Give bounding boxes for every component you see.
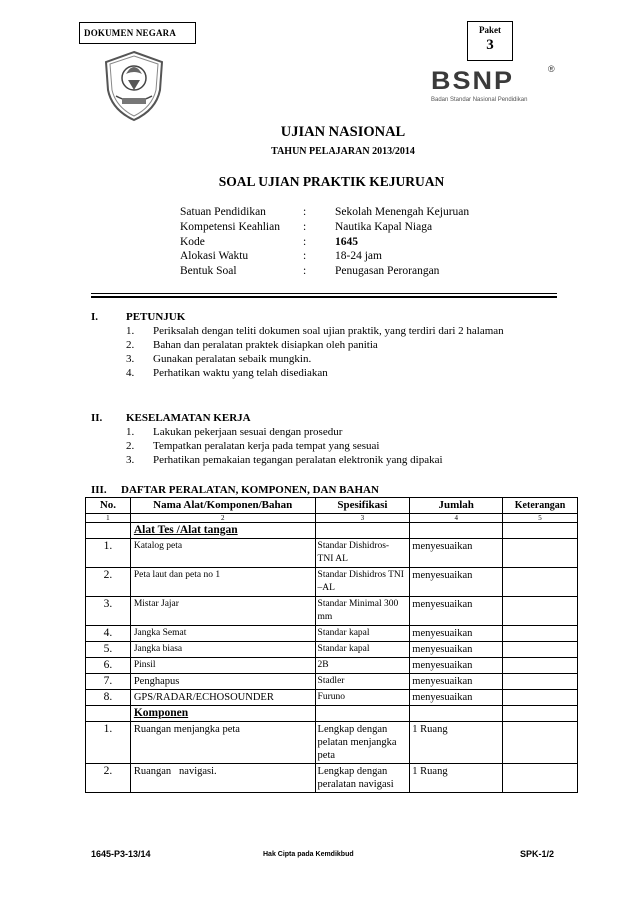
cell-empty	[410, 706, 503, 722]
section-heading	[91, 483, 561, 497]
cell-no: 8.	[86, 690, 131, 706]
footer-page: SPK-1/2	[520, 849, 555, 859]
info-row	[180, 264, 535, 279]
cell-jumlah: menyesuaikan	[410, 674, 503, 690]
cell-empty	[410, 523, 503, 539]
cell-nama: Peta laut dan peta no 1	[130, 568, 315, 597]
list-item	[91, 324, 561, 338]
table-row	[86, 597, 578, 626]
table-header-row	[86, 498, 578, 514]
list-item	[91, 453, 561, 467]
cell-keterangan	[503, 539, 578, 568]
instruction-list	[91, 324, 561, 380]
info-value: Nautika Kapal Niaga	[335, 220, 433, 233]
cell-jumlah: menyesuaikan	[410, 690, 503, 706]
section-number: II.	[91, 412, 103, 424]
exam-info	[180, 205, 535, 279]
category-row	[86, 523, 578, 539]
info-colon: :	[303, 206, 307, 218]
cell-jumlah: menyesuaikan	[410, 539, 503, 568]
item-text: Perhatikan waktu yang telah disediakan	[153, 367, 328, 379]
dokumen-negara-label: DOKUMEN NEGARA	[79, 22, 196, 44]
info-colon: :	[303, 220, 307, 233]
info-colon: :	[303, 235, 307, 248]
category-alat: Alat Tes /Alat tangan	[130, 523, 315, 539]
table-row	[86, 658, 578, 674]
cell-keterangan	[503, 764, 578, 793]
list-item	[91, 338, 561, 352]
column-number-row	[86, 514, 578, 523]
item-text: Bahan dan peralatan praktek disiapkan oleh panitia	[153, 339, 378, 351]
col-number: 4	[410, 514, 503, 523]
cell-no: 1.	[86, 539, 131, 568]
category-row	[86, 706, 578, 722]
section-keselamatan-kerja	[91, 411, 561, 467]
info-value: 18-24 jam	[335, 250, 382, 263]
cell-empty	[315, 706, 410, 722]
cell-keterangan	[503, 597, 578, 626]
item-text: Gunakan peralatan sebaik mungkin.	[153, 353, 312, 365]
cell-keterangan	[503, 626, 578, 642]
cell-jumlah: 1 Ruang	[410, 764, 503, 793]
cell-spesifikasi: Standar Dishidros TNI –AL	[315, 568, 410, 597]
cell-nama: Penghapus	[130, 674, 315, 690]
cell-keterangan	[503, 674, 578, 690]
paket-label: Paket	[479, 25, 501, 35]
info-key: Kompetensi Keahlian	[180, 220, 280, 233]
cell-spesifikasi: Lengkap dengan pelatan menjangka peta	[315, 722, 410, 764]
cell-keterangan	[503, 568, 578, 597]
item-text: Perhatikan pemakaian tegangan peralatan elektronik yang dipakai	[153, 454, 443, 466]
cell-empty	[315, 523, 410, 539]
section-number: I.	[91, 311, 99, 323]
cell-keterangan	[503, 658, 578, 674]
cell-no: 2.	[86, 764, 131, 793]
cell-jumlah: menyesuaikan	[410, 642, 503, 658]
cell-spesifikasi: Standar Dishidros-TNI AL	[315, 539, 410, 568]
section-heading	[91, 411, 561, 425]
cell-nama: Jangka Semat	[130, 626, 315, 642]
footer-copyright: Hak Cipta pada Kemdikbud	[263, 851, 354, 858]
col-header-no: No.	[86, 498, 131, 514]
cell-jumlah: menyesuaikan	[410, 658, 503, 674]
category-komponen: Komponen	[130, 706, 315, 722]
section-number: III.	[91, 484, 107, 496]
item-number: 2.	[126, 339, 135, 351]
cell-empty	[503, 523, 578, 539]
col-number: 3	[315, 514, 410, 523]
cell-keterangan	[503, 690, 578, 706]
divider	[91, 293, 557, 294]
item-text: Periksalah dengan teliti dokumen soal ujian praktik, yang terdiri dari 2 halaman	[153, 325, 504, 337]
cell-no: 3.	[86, 597, 131, 626]
cell-spesifikasi: Standar kapal	[315, 626, 410, 642]
section-title: DAFTAR PERALATAN, KOMPONEN, DAN BAHAN	[121, 484, 379, 496]
cell-empty	[503, 706, 578, 722]
table-row	[86, 690, 578, 706]
item-number: 4.	[126, 367, 135, 379]
item-number: 1.	[126, 426, 135, 438]
paket-number: 3	[486, 37, 494, 53]
col-header-nama: Nama Alat/Komponen/Bahan	[130, 498, 315, 514]
safety-list	[91, 425, 561, 467]
equipment-table	[85, 497, 578, 793]
info-value: Penugasan Perorangan	[335, 265, 440, 278]
info-key: Alokasi Waktu	[180, 250, 249, 263]
list-item	[91, 366, 561, 380]
section-petunjuk	[91, 310, 561, 380]
cell-nama: Mistar Jajar	[130, 597, 315, 626]
section-daftar	[91, 483, 561, 497]
cell-keterangan	[503, 722, 578, 764]
section-title: KESELAMATAN KERJA	[126, 412, 251, 424]
cell-spesifikasi: Stadler	[315, 674, 410, 690]
info-colon: :	[303, 250, 307, 263]
cell-spesifikasi: Standar Minimal 300 mm	[315, 597, 410, 626]
cell-jumlah: menyesuaikan	[410, 568, 503, 597]
cell-spesifikasi: Lengkap dengan peralatan navigasi	[315, 764, 410, 793]
tut-wuri-handayani-logo	[100, 50, 168, 122]
exam-title: UJIAN NASIONAL	[280, 124, 406, 140]
item-number: 2.	[126, 440, 135, 452]
academic-year: TAHUN PELAJARAN 2013/2014	[271, 146, 415, 157]
info-key: Bentuk Soal	[180, 265, 237, 278]
item-number: 3.	[126, 353, 135, 365]
exam-type-title: SOAL UJIAN PRAKTIK KEJURUAN	[218, 174, 445, 189]
info-row	[180, 205, 535, 220]
col-header-keterangan: Keterangan	[503, 498, 578, 514]
col-number: 5	[503, 514, 578, 523]
info-row	[180, 249, 535, 264]
cell-spesifikasi: 2B	[315, 658, 410, 674]
cell-no: 2.	[86, 568, 131, 597]
cell-no: 6.	[86, 658, 131, 674]
info-value: 1645	[335, 235, 358, 248]
info-value: Sekolah Menengah Kejuruan	[335, 206, 470, 218]
table-row	[86, 626, 578, 642]
list-item	[91, 425, 561, 439]
cell-empty	[86, 706, 131, 722]
section-title: PETUNJUK	[126, 311, 186, 323]
table-row	[86, 568, 578, 597]
list-item	[91, 352, 561, 366]
table-row	[86, 642, 578, 658]
item-number: 3.	[126, 454, 135, 466]
cell-nama: Ruangan navigasi.	[130, 764, 315, 793]
cell-nama: GPS/RADAR/ECHOSOUNDER	[130, 690, 315, 706]
table-row	[86, 722, 578, 764]
item-text: Tempatkan peralatan kerja pada tempat yang sesuai	[153, 440, 380, 452]
cell-no: 1.	[86, 722, 131, 764]
col-number: 2	[130, 514, 315, 523]
table-row	[86, 539, 578, 568]
cell-spesifikasi: Furuno	[315, 690, 410, 706]
cell-jumlah: menyesuaikan	[410, 597, 503, 626]
cell-no: 4.	[86, 626, 131, 642]
table-row	[86, 764, 578, 793]
registered-mark: ®	[548, 64, 555, 74]
info-key: Kode	[180, 235, 205, 248]
bsnp-subtitle: Badan Standar Nasional Pendidikan	[431, 97, 528, 103]
info-key: Satuan Pendidikan	[180, 206, 266, 218]
cell-jumlah: 1 Ruang	[410, 722, 503, 764]
section-heading	[91, 310, 561, 324]
footer-code: 1645-P3-13/14	[91, 849, 151, 859]
cell-spesifikasi: Standar kapal	[315, 642, 410, 658]
list-item	[91, 439, 561, 453]
item-number: 1.	[126, 325, 135, 337]
cell-nama: Ruangan menjangka peta	[130, 722, 315, 764]
col-header-spesifikasi: Spesifikasi	[315, 498, 410, 514]
info-row	[180, 235, 535, 250]
info-colon: :	[303, 265, 307, 278]
cell-keterangan	[503, 642, 578, 658]
col-number: 1	[86, 514, 131, 523]
cell-nama: Pinsil	[130, 658, 315, 674]
cell-empty	[86, 523, 131, 539]
cell-jumlah: menyesuaikan	[410, 626, 503, 642]
paket-box	[467, 21, 513, 61]
bsnp-logo: BSNP	[431, 67, 515, 95]
item-text: Lakukan pekerjaan sesuai dengan prosedur	[153, 426, 343, 438]
cell-no: 5.	[86, 642, 131, 658]
cell-no: 7.	[86, 674, 131, 690]
cell-nama: Katalog peta	[130, 539, 315, 568]
table-row	[86, 674, 578, 690]
info-row	[180, 220, 535, 235]
col-header-jumlah: Jumlah	[410, 498, 503, 514]
divider	[91, 296, 557, 298]
cell-nama: Jangka biasa	[130, 642, 315, 658]
